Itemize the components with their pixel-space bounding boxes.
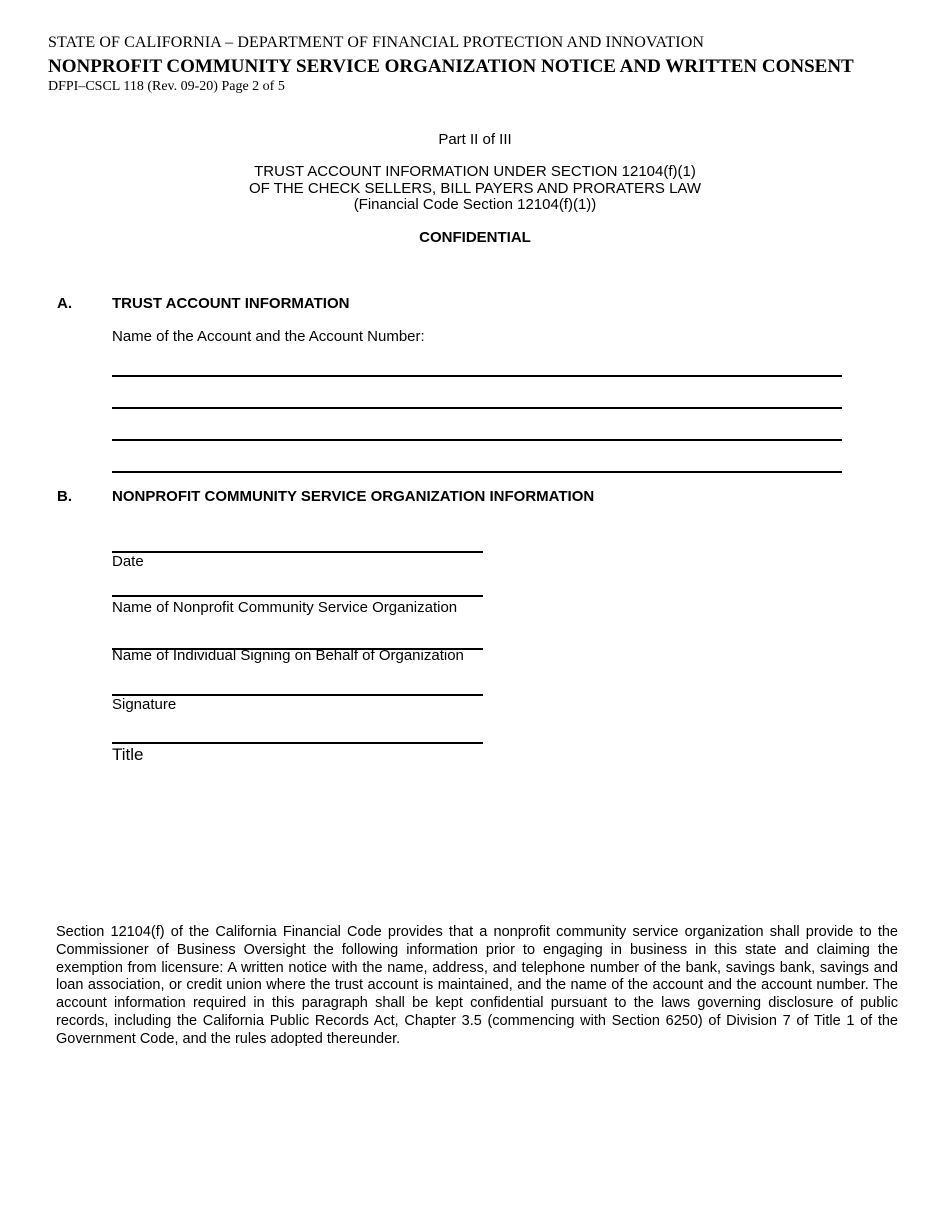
title-line-2: OF THE CHECK SELLERS, BILL PAYERS AND PRORATERS LAW [248, 180, 702, 197]
title-label: Title [112, 745, 144, 764]
org-name-label: Name of Nonprofit Community Service Organization [112, 599, 458, 616]
legal-paragraph: Section 12104(f) of the California Financial Code provides that a nonprofit community service organization shall provide to the Commissioner of Business Oversight the following information prior to engaging in business in this state and claiming the exemption from licensure: A written notice with the name, address, and telephone number of the bank, savings bank, savings and loan association, or credit union where the trust account is maintained, and the name of the account and the account number. The account information required in this paragraph shall be kept confidential pursuant to the laws governing disclosure of public records, including the California Public Records Act, Chapter 3.5 (commencing with Section 6250) of Division 7 of Title 1 of the Government Code, and the rules adopted thereunder. [56, 924, 898, 1047]
account-line-1[interactable] [112, 375, 842, 377]
section-b-title: NONPROFIT COMMUNITY SERVICE ORGANIZATION INFORMATION [112, 488, 595, 505]
section-a-title: TRUST ACCOUNT INFORMATION [112, 295, 350, 312]
account-line-4[interactable] [112, 471, 842, 473]
title-line[interactable] [112, 742, 483, 744]
signature-label: Signature [112, 696, 177, 713]
title-line-3: (Financial Code Section 12104(f)(1)) [353, 196, 597, 213]
date-line[interactable] [112, 551, 483, 553]
account-line-2[interactable] [112, 407, 842, 409]
part-label: Part II of III [438, 131, 512, 148]
date-label: Date [112, 553, 144, 570]
confidential-label: CONFIDENTIAL [419, 229, 531, 246]
individual-name-label: Name of Individual Signing on Behalf of Organization [112, 647, 464, 664]
form-id: DFPI–CSCL 118 (Rev. 09-20) Page 2 of 5 [48, 79, 285, 94]
org-name-line[interactable] [112, 595, 483, 597]
account-line-3[interactable] [112, 439, 842, 441]
section-b-letter: B. [57, 488, 72, 505]
form-title: NONPROFIT COMMUNITY SERVICE ORGANIZATION NOTICE AND WRITTEN CONSENT [48, 56, 854, 77]
account-prompt: Name of the Account and the Account Number: [112, 328, 425, 345]
agency-header: STATE OF CALIFORNIA – DEPARTMENT OF FINANCIAL PROTECTION AND INNOVATION [48, 34, 705, 51]
title-line-1: TRUST ACCOUNT INFORMATION UNDER SECTION 12104(f)(1) [254, 163, 696, 180]
section-a-letter: A. [57, 295, 72, 312]
